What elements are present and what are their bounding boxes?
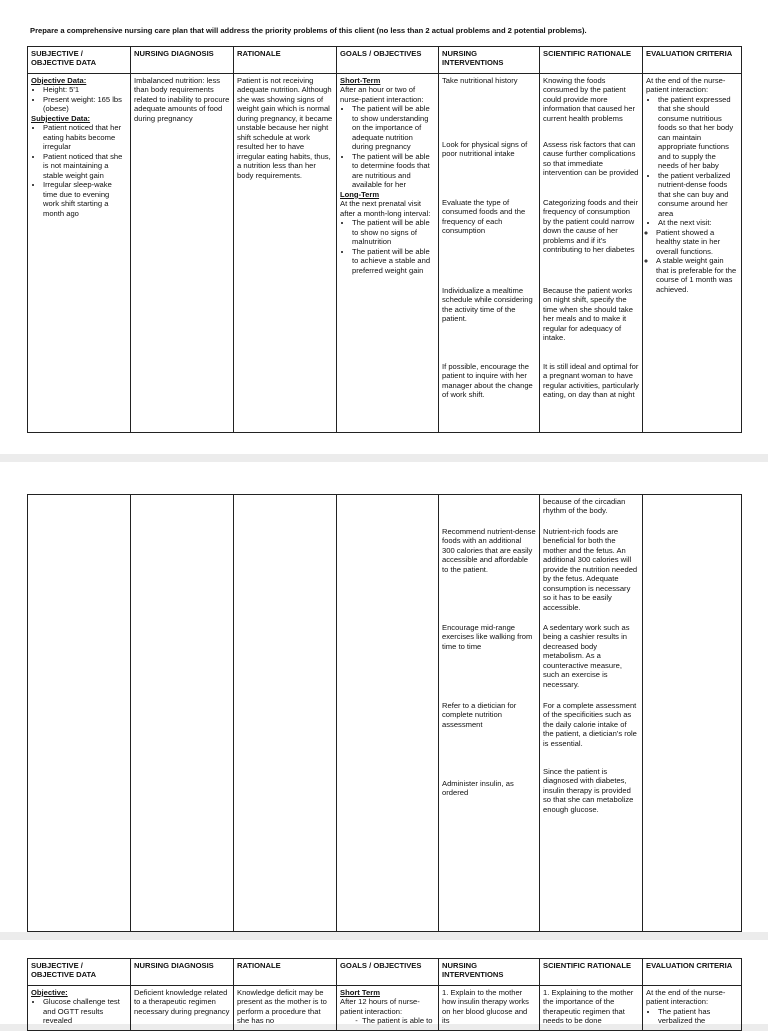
list-item: • the patient expressed that she should consume nutritious foods so that her body can maintain appropriate functions and to supply the needs of her baby (658, 95, 738, 171)
scientific-item: Assess risk factors that can cause further complications so that immediate intervention can be provided (543, 140, 639, 178)
header-goals: GOALS / OBJECTIVES (337, 47, 439, 74)
intervention-item: Individualize a mealtime schedule while considering the activity time of the patient. (442, 286, 533, 324)
instruction-text: Prepare a comprehensive nursing care plan that will address the priority problems of this client (no less than 2 actual problems and 2 potential problems). (30, 26, 587, 35)
list-item: • Glucose challenge test and OGTT results revealed (43, 997, 127, 1025)
cell-goals (337, 495, 439, 932)
short-term-title: Short Term (340, 988, 380, 997)
header-evaluation: EVALUATION CRITERIA (643, 47, 742, 74)
cell-evaluation (643, 495, 742, 932)
list-item: • The patient will be able to achieve a stable and preferred weight gain (352, 247, 435, 275)
header-diagnosis: NURSING DIAGNOSIS (131, 959, 234, 986)
intervention-item: Administer insulin, as ordered (442, 779, 514, 798)
header-scientific: SCIENTIFIC RATIONALE (540, 47, 643, 74)
intervention-item: Evaluate the type of consumed foods and the frequency of each consumption (442, 198, 526, 236)
scientific-item: Since the patient is diagnosed with diabetes, insulin therapy is provided so that she can metabolize enough glucose. (543, 767, 634, 814)
objective-title: Objective: (31, 988, 68, 997)
intervention-item: Refer to a dietician for complete nutrition assessment (442, 701, 517, 729)
next-visit-label: At the next visit: (658, 218, 712, 228)
header-interventions: NURSING INTERVENTIONS (439, 959, 540, 986)
list-item: • Irregular sleep-wake time due to evening work shift starting a month ago (43, 180, 127, 218)
scientific-item: Categorizing foods and their frequency of consumption by the patient could narrow down the cause of her problems and if it's contributing to her diabetes (543, 198, 638, 255)
cell-rationale: Patient is not receiving adequate nutrition. Although she was showing signs of weight gain which is normal during pregnancy, it became unstable because her night shift schedule at work resulted her to have irregular eating habits, thus, a nutrition less than her body requirements. (234, 74, 337, 433)
header-rationale: RATIONALE (234, 959, 337, 986)
document-page-2 (0, 462, 768, 932)
scientific-item: Because the patient works on night shift, specify the time when she should take her meals and to make it regular for adequacy of intake. (543, 286, 633, 343)
table-header-row (28, 47, 742, 74)
evaluation-intro: At the end of the nurse-patient interaction: (646, 76, 726, 95)
document-page-3 (0, 940, 768, 1024)
intervention-item: Look for physical signs of poor nutritional intake (442, 140, 528, 159)
table-header-row (28, 959, 742, 986)
scientific-item: Nutrient-rich foods are beneficial for both the mother and the fetus. An additional 300 calories will provide the nutrition needed by the fetus. Adequate consumption is necessary so it has to be easily accessible. (543, 527, 638, 612)
care-plan-table-1 (27, 46, 742, 433)
header-goals: GOALS / OBJECTIVES (337, 959, 439, 986)
document-page-1 (0, 0, 768, 454)
cell-scientific (540, 74, 643, 433)
list-item: • Present weight: 165 lbs (obese) (43, 95, 127, 114)
evaluation-intro: At the end of the nurse-patient interaction: (646, 988, 726, 1007)
objective-data-title: Objective Data: (31, 76, 87, 85)
list-item: • the patient verbalized nutrient-dense foods that she can buy and consume around her area (658, 171, 738, 218)
short-term-title: Short-Term (340, 76, 381, 85)
table-row (28, 74, 742, 433)
cell-diagnosis: Imbalanced nutrition: less than body requirements related to inability to procure adequate amounts of food during pregnancy (131, 74, 234, 433)
intervention-item: If possible, encourage the patient to inquire with her manager about the change of work shift. (442, 362, 533, 400)
list-item: - The patient is able to (362, 1016, 435, 1025)
scientific-item: A sedentary work such as being a cashier results in decreased body metabolism. As a counteractive measure, such an exercise is necessary. (543, 623, 630, 689)
list-item: • The patient has verbalized the (658, 1007, 738, 1026)
header-subjective: SUBJECTIVE / OBJECTIVE DATA (28, 47, 131, 74)
list-item: • The patient will be able to show no signs of malnutrition (352, 218, 435, 246)
cell-data (28, 74, 131, 433)
header-subjective: SUBJECTIVE / OBJECTIVE DATA (28, 959, 131, 986)
list-item: ◦ Patient showed a healthy state in her overall functions. (656, 228, 738, 256)
cell-evaluation (643, 74, 742, 433)
list-item: • Height: 5'1 (43, 85, 127, 94)
intervention-item: Encourage mid-range exercises like walking from time to time (442, 623, 533, 651)
header-evaluation: EVALUATION CRITERIA (643, 959, 742, 986)
list-item: • The patient will be able to determine foods that are nutritious and available for her (352, 152, 435, 190)
short-term-intro: After an hour or two of nurse-patient interaction: (340, 85, 424, 104)
cell-rationale: Knowledge deficit may be present as the mother is to perform a procedure that she has no (234, 986, 337, 1031)
cell-data (28, 495, 131, 932)
list-item: ◦ A stable weight gain that is preferable for the course of 1 month was achieved. (656, 256, 738, 294)
subjective-data-title: Subjective Data: (31, 113, 91, 123)
header-interventions: NURSING INTERVENTIONS (439, 47, 540, 74)
cell-scientific (540, 495, 643, 932)
short-term-intro: After 12 hours of nurse-patient interaction: (340, 997, 420, 1016)
care-plan-table-2 (27, 494, 742, 932)
header-scientific: SCIENTIFIC RATIONALE (540, 959, 643, 986)
header-diagnosis: NURSING DIAGNOSIS (131, 47, 234, 74)
cell-interventions (439, 495, 540, 932)
scientific-item: Knowing the foods consumed by the patient could provide more information that caused her current health problems (543, 76, 636, 123)
cell-diagnosis (131, 495, 234, 932)
cell-scientific: 1. Explaining to the mother the importance of the therapeutic regimen that needs to be done (540, 986, 643, 1031)
list-item: • Patient noticed that her eating habits become irregular (43, 123, 127, 151)
list-item: • The patient will be able to show understanding on the importance of adequate nutrition during pregnancy (352, 104, 435, 151)
cell-goals (337, 74, 439, 433)
list-item: • Patient noticed that she is not maintaining a stable weight gain (43, 152, 127, 180)
cell-interventions: 1. Explain to the mother how insulin therapy works on her blood glucose and its (439, 986, 540, 1031)
intervention-item: Recommend nutrient-dense foods with an additional 300 calories that are easily accessible and affordable to the patient. (442, 527, 536, 574)
long-term-intro: At the next prenatal visit after a month-long interval: (340, 199, 431, 218)
scientific-item: For a complete assessment of the specificities such as the daily calorie intake of the patient, a dietician's role is essential. (543, 701, 637, 748)
intervention-item: Take nutritional history (442, 76, 518, 85)
table-row (28, 495, 742, 932)
list-item (658, 218, 738, 294)
long-term-title: Long-Term (340, 189, 380, 199)
cell-interventions (439, 74, 540, 433)
cell-diagnosis: Deficient knowledge related to a therapeutic regimen necessary during pregnancy (131, 986, 234, 1031)
scientific-item: It is still ideal and optimal for a pregnant woman to have regular activities, particularly eating, on day than at night (543, 362, 639, 400)
header-rationale: RATIONALE (234, 47, 337, 74)
cell-rationale (234, 495, 337, 932)
care-plan-table-3 (27, 958, 742, 1031)
scientific-continued: because of the circadian rhythm of the body. (543, 497, 626, 516)
